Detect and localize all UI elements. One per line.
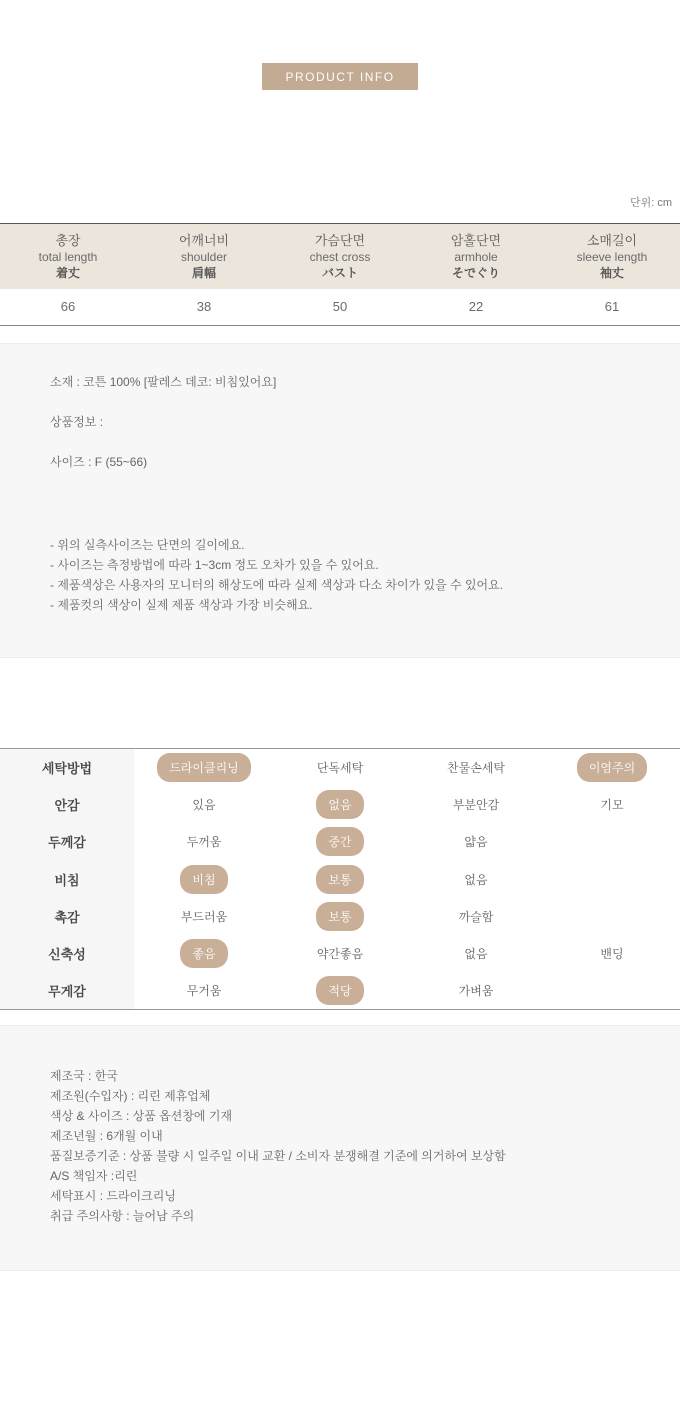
size-value-shoulder: 38	[196, 299, 212, 314]
care-row-texture	[0, 898, 680, 935]
care-row-label: 안감	[0, 786, 136, 823]
care-option: 있음	[192, 798, 216, 813]
size-value-sleeve-length: 61	[604, 299, 620, 314]
care-option: 보통	[316, 902, 363, 931]
care-option: 가벼움	[458, 984, 494, 999]
care-option: 부드러움	[180, 909, 228, 924]
care-option: 까슬함	[458, 909, 494, 924]
product-info-page	[0, 63, 680, 1413]
care-option: 두꺼움	[186, 835, 222, 850]
size-col-ja: そでぐり	[451, 266, 500, 280]
care-row-label: 비침	[0, 861, 136, 898]
size-value-armhole: 22	[468, 299, 484, 314]
size-col-ko: 암홀단면	[450, 233, 502, 248]
care-row-label: 두께감	[0, 823, 136, 860]
care-option: 무거움	[186, 984, 222, 999]
care-row-sheerness	[0, 861, 680, 898]
care-row-label: 촉감	[0, 898, 136, 935]
size-table-header-row	[0, 224, 680, 289]
maker-line-as-manager: A/S 책임자 :리린	[50, 1169, 138, 1184]
note-line: - 제품색상은 사용자의 모니터의 해상도에 따라 실제 색상과 다소 차이가 있을 수 있어요.	[50, 578, 504, 592]
size-col-en: chest cross	[309, 250, 371, 264]
maker-line-warranty: 품질보증기준 : 상품 불량 시 일주일 이내 교환 / 소비자 분쟁해결 기준에 의거하여 보상함	[50, 1149, 506, 1164]
size-col-en: armhole	[454, 250, 498, 264]
size-col-header-total-length	[0, 233, 136, 281]
care-row-label: 무게감	[0, 972, 136, 1009]
maker-line-wash-label: 세탁표시 : 드라이크리닝	[50, 1189, 176, 1204]
care-table	[0, 748, 680, 1010]
size-col-en: shoulder	[180, 250, 228, 264]
care-row-label: 세탁방법	[0, 749, 136, 786]
size-col-ja: 肩幅	[191, 266, 216, 280]
manufacturer-info-section	[0, 1025, 680, 1271]
size-col-header-sleeve-length	[544, 233, 680, 281]
care-option: 찬물손세탁	[447, 761, 505, 776]
care-row-wash-method	[0, 749, 680, 786]
size-col-ko: 어깨너비	[178, 233, 230, 248]
care-row-options	[136, 898, 680, 935]
size-table	[0, 223, 680, 326]
measurement-notes	[50, 535, 630, 615]
care-option: 좋음	[180, 939, 227, 968]
care-row-thickness	[0, 823, 680, 860]
care-option: 없음	[464, 872, 488, 887]
care-option: 밴딩	[600, 947, 624, 962]
care-option: 없음	[464, 947, 488, 962]
care-row-options	[136, 935, 680, 972]
note-line: - 사이즈는 측정방법에 따라 1~3cm 정도 오차가 있을 수 있어요.	[50, 558, 379, 572]
size-col-ja: バスト	[321, 266, 358, 280]
care-option: 드라이클리닝	[157, 753, 251, 782]
size-col-header-shoulder	[136, 233, 272, 281]
care-row-stretch	[0, 935, 680, 972]
product-info-line: 상품정보 :	[50, 415, 104, 429]
unit-label: 단위: cm	[629, 197, 672, 209]
size-col-ko: 소매길이	[586, 233, 638, 248]
note-line: - 제품컷의 색상이 실제 제품 색상과 가장 비슷해요.	[50, 598, 313, 612]
maker-line-handling: 취급 주의사항 : 늘어남 주의	[50, 1209, 195, 1224]
care-option: 적당	[316, 976, 363, 1005]
care-option: 단독세탁	[316, 761, 364, 776]
care-option: 중간	[316, 827, 363, 856]
care-row-weight	[0, 972, 680, 1009]
care-row-options	[136, 786, 680, 823]
product-info-banner	[262, 63, 418, 90]
size-value-total-length: 66	[60, 299, 76, 314]
care-row-label: 신축성	[0, 935, 136, 972]
size-line: 사이즈 : F (55~66)	[50, 455, 148, 469]
care-row-options	[136, 972, 680, 1009]
product-details-section	[0, 343, 680, 658]
size-col-header-armhole	[408, 233, 544, 281]
care-row-options	[136, 861, 680, 898]
size-col-en: total length	[38, 250, 98, 264]
maker-line-color-size: 색상 & 사이즈 : 상품 옵션창에 기재	[50, 1109, 233, 1124]
size-col-ko: 가슴단면	[314, 233, 366, 248]
care-option: 약간좋음	[316, 947, 364, 962]
care-option: 보통	[316, 865, 363, 894]
care-option: 비침	[180, 865, 227, 894]
care-row-options	[136, 749, 680, 786]
care-option: 없음	[316, 790, 363, 819]
care-row-options	[136, 823, 680, 860]
note-line: - 위의 실측사이즈는 단면의 길이에요.	[50, 538, 245, 552]
care-row-lining	[0, 786, 680, 823]
size-col-en: sleeve length	[576, 250, 648, 264]
product-info-banner-label: PRODUCT INFO	[285, 69, 395, 84]
size-col-ko: 총장	[55, 233, 81, 248]
maker-line-importer: 제조원(수입자) : 리린 제휴업체	[50, 1089, 211, 1104]
size-col-header-chest-cross	[272, 233, 408, 281]
maker-line-manufacture-date: 제조년월 : 6개월 이내	[50, 1129, 163, 1144]
care-option: 기모	[600, 798, 624, 813]
size-col-ja: 袖丈	[599, 266, 624, 280]
care-option: 부분안감	[452, 798, 500, 813]
material-line: 소재 : 코튼 100% [팔레스 데코: 비침있어요]	[50, 375, 277, 389]
care-option: 얇음	[464, 835, 488, 850]
size-col-ja: 着丈	[55, 266, 80, 280]
size-value-chest-cross: 50	[332, 299, 348, 314]
size-table-value-row	[0, 289, 680, 326]
maker-line-country: 제조국 : 한국	[50, 1069, 118, 1084]
care-option: 이염주의	[577, 753, 647, 782]
